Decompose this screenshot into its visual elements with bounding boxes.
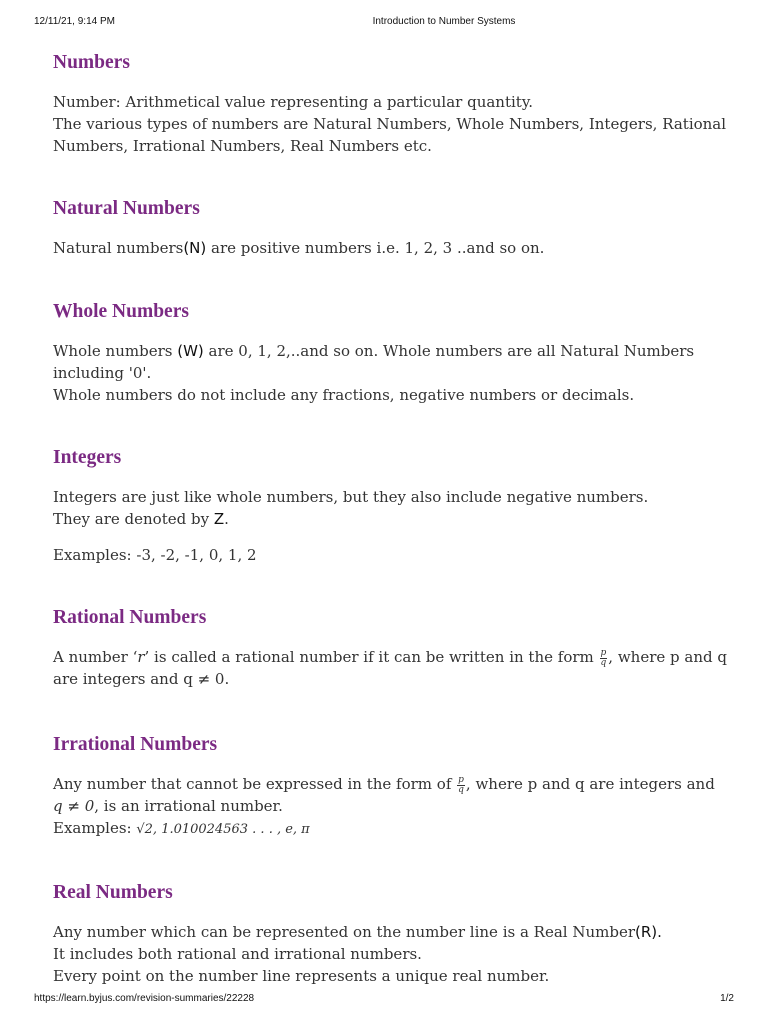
whole-text-post: are 0, 1, 2,..and so on. Whole numbers are all Natural Numbers including '0'. (53, 342, 695, 382)
section-numbers (53, 50, 728, 157)
real-number-line: Every point on the number line represents a unique real number. (53, 967, 550, 985)
rational-text-post: , where p and q are integers and q ≠ 0. (53, 648, 727, 688)
irrational-fraction-numerator: p (458, 774, 464, 785)
real-composition: It includes both rational and irrational numbers. (53, 945, 422, 963)
print-title: Introduction to Number Systems (372, 16, 516, 27)
heading-numbers: Numbers (53, 52, 130, 73)
section-rational-numbers (53, 605, 728, 690)
page-number: 1/2 (720, 993, 734, 1004)
rational-fraction (600, 649, 608, 668)
section-irrational-numbers (53, 732, 728, 841)
integers-definition: Integers are just like whole numbers, but they also include negative numbers. (53, 488, 649, 506)
section-real-numbers (53, 880, 728, 987)
print-date: 12/11/21, 9:14 PM (34, 16, 115, 27)
whole-exclusions: Whole numbers do not include any fractions, negative numbers or decimals. (53, 386, 635, 404)
whole-symbol: (W) (177, 342, 204, 360)
irrational-examples (53, 817, 728, 841)
section-natural-numbers (53, 196, 728, 259)
irrational-fraction-denominator: q (458, 784, 464, 795)
real-text-pre: Any number which can be represented on the number line is a Real Number (53, 923, 636, 941)
section-integers (53, 445, 728, 566)
integers-text-post: . (224, 510, 229, 528)
irrational-definition (53, 773, 728, 817)
numbers-types: The various types of numbers are Natural Numbers, Whole Numbers, Integers, Rational Numbers, Irrational Numbers, Real Numbers etc. (53, 115, 727, 155)
heading-irrational-numbers: Irrational Numbers (53, 734, 218, 755)
real-definition (53, 921, 728, 943)
section-whole-numbers (53, 299, 728, 406)
real-symbol: (R). (635, 923, 662, 941)
irrational-fraction (457, 776, 465, 795)
integers-text-pre: They are denoted by (53, 510, 214, 528)
rational-fraction-denominator: q (600, 657, 607, 668)
natural-symbol: (N) (183, 239, 207, 257)
heading-natural-numbers: Natural Numbers (53, 198, 200, 219)
rational-fraction-numerator: p (600, 647, 607, 658)
print-url: https://learn.byjus.com/revision-summaries/22228 (34, 993, 255, 1004)
rational-text-pre: A number ‘ (53, 648, 138, 666)
whole-definition (53, 340, 728, 384)
integers-denotation (53, 508, 728, 530)
heading-real-numbers: Real Numbers (53, 882, 173, 903)
heading-integers: Integers (53, 447, 122, 468)
irrational-examples-label: Examples: (53, 819, 137, 837)
irrational-text-pre: Any number that cannot be expressed in the form of (53, 775, 457, 793)
rational-text-mid: ’ is called a rational number if it can be written in the form (144, 648, 599, 666)
irrational-text-mid: , where p and q are integers and (465, 775, 715, 793)
integers-symbol: Z (213, 510, 225, 528)
natural-definition (53, 237, 728, 259)
irrational-examples-math: √2, 1.010024563 . . . , e, π (136, 822, 310, 837)
irrational-text-post: , is an irrational number. (94, 797, 283, 815)
rational-variable: r (137, 648, 145, 666)
natural-text-post: are positive numbers i.e. 1, 2, 3 ..and so on. (206, 239, 545, 257)
natural-text-pre: Natural numbers (53, 239, 184, 257)
heading-whole-numbers: Whole Numbers (53, 301, 189, 322)
integers-examples: Examples: -3, -2, -1, 0, 1, 2 (53, 546, 257, 564)
rational-definition (53, 646, 728, 690)
numbers-definition: Number: Arithmetical value representing a particular quantity. (53, 93, 534, 111)
irrational-condition: q ≠ 0 (53, 797, 95, 815)
heading-rational-numbers: Rational Numbers (53, 607, 207, 628)
whole-text-pre: Whole numbers (53, 342, 178, 360)
